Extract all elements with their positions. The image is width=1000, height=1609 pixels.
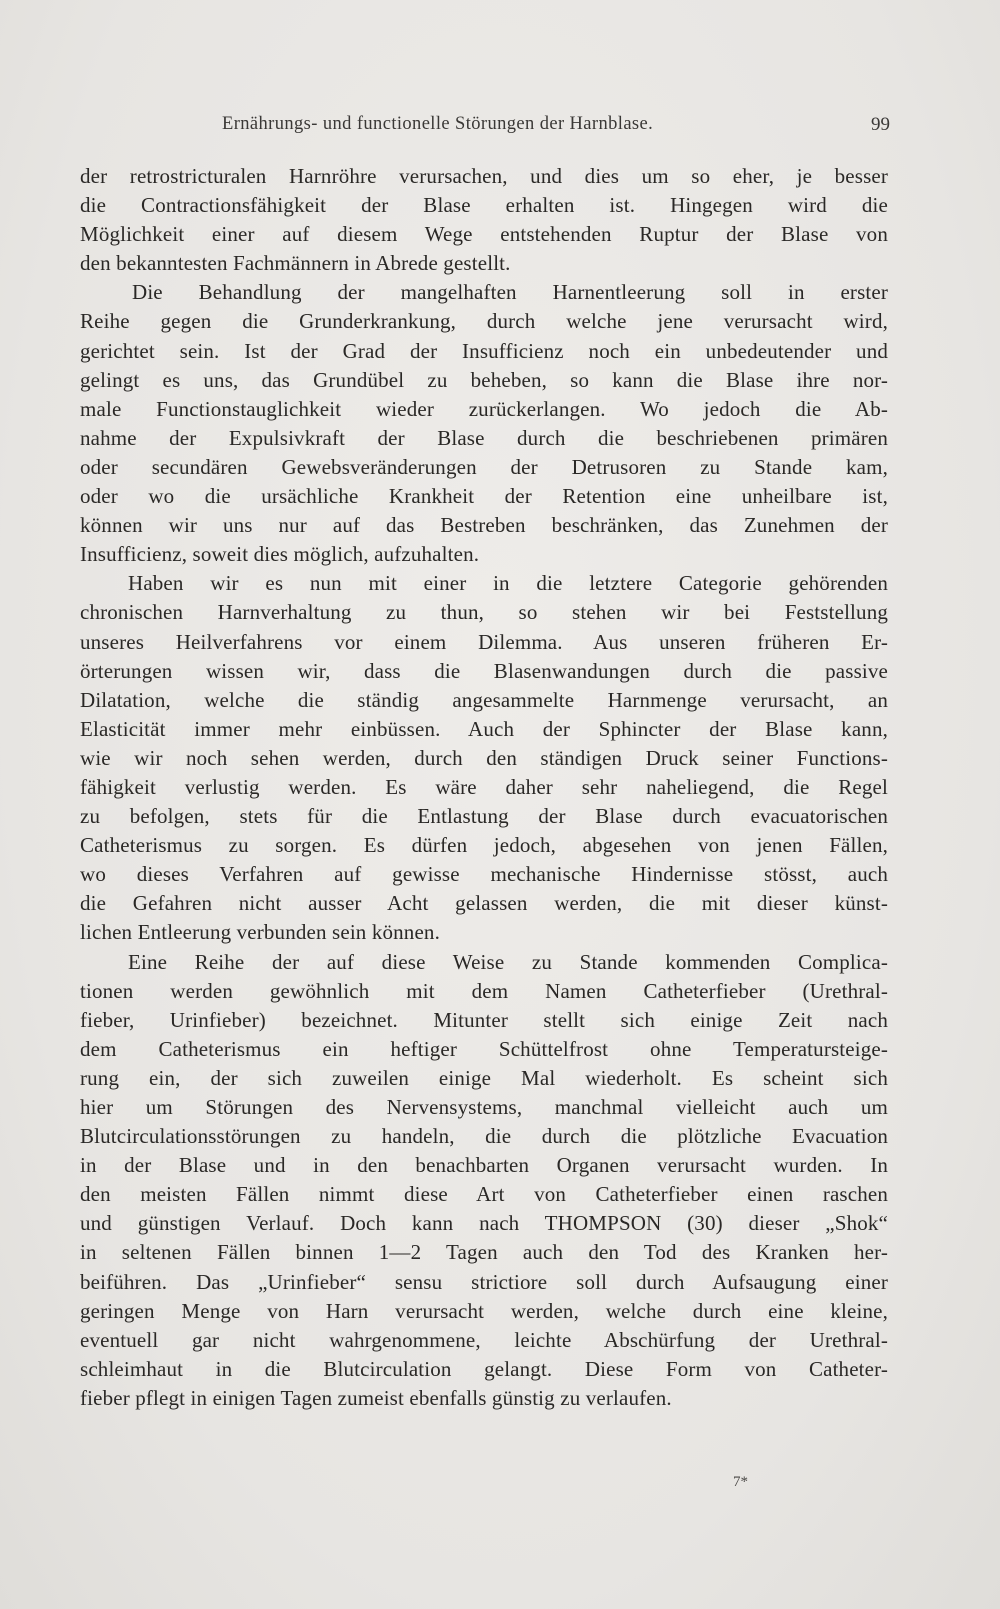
- body-text: [80, 162, 888, 1413]
- text-line: können wir uns nur auf das Bestreben beschränken, das Zunehmen der: [80, 513, 888, 538]
- text-line: und günstigen Verlauf. Doch kann nach THOMPSON (30) dieser „Shok“: [80, 1211, 888, 1236]
- paragraph-start-line: Die Behandlung der mangelhaften Harnentleerung soll in erster: [132, 280, 888, 305]
- text-line: lichen Entleerung verbunden sein können.: [80, 920, 440, 945]
- text-line: der retrostricturalen Harnröhre verursachen, und dies um so eher, je besser: [80, 164, 888, 188]
- text-line: gerichtet sein. Ist der Grad der Insufficienz noch ein unbedeutender und: [80, 338, 888, 363]
- text-line: oder wo die ursächliche Krankheit der Retention eine unheilbare ist,: [80, 484, 888, 509]
- text-line: hier um Störungen des Nervensystems, manchmal vielleicht auch um: [80, 1095, 888, 1119]
- text-line: tionen werden gewöhnlich mit dem Namen Catheterfieber (Urethral-: [80, 978, 888, 1003]
- text-line: wo dieses Verfahren auf gewisse mechanische Hindernisse stösst, auch: [80, 862, 888, 887]
- text-line: Catheterismus zu sorgen. Es dürfen jedoch, abgesehen von jenen Fällen,: [80, 833, 888, 858]
- text-line: eventuell gar nicht wahrgenommene, leichte Abschürfung der Urethral-: [80, 1327, 888, 1352]
- text-line: fähigkeit verlustig werden. Es wäre daher sehr naheliegend, die Regel: [80, 774, 888, 799]
- text-line: die Contractionsfähigkeit der Blase erhalten ist. Hingegen wird die: [80, 193, 888, 218]
- text-line: den bekanntesten Fachmännern in Abrede gestellt.: [80, 251, 511, 276]
- text-line: dem Catheterismus ein heftiger Schüttelfrost ohne Temperatursteige-: [80, 1036, 888, 1061]
- paragraph-start-line: Haben wir es nun mit einer in die letztere Categorie gehörenden: [128, 571, 888, 596]
- text-line: schleimhaut in die Blutcirculation gelangt. Diese Form von Catheter-: [80, 1356, 888, 1381]
- text-line: wie wir noch sehen werden, durch den ständigen Druck seiner Functions-: [80, 745, 888, 770]
- text-line: zu befolgen, stets für die Entlastung der Blase durch evacuatorischen: [80, 804, 888, 829]
- text-line: unseres Heilverfahrens vor einem Dilemma. Aus unseren früheren Er-: [80, 629, 888, 654]
- text-line: rung ein, der sich zuweilen einige Mal wiederholt. Es scheint sich: [80, 1065, 888, 1090]
- text-line: gelingt es uns, das Grundübel zu beheben, so kann die Blase ihre nor-: [80, 367, 888, 392]
- text-line: Reihe gegen die Grunderkrankung, durch welche jene verursacht wird,: [80, 309, 888, 334]
- text-line: in der Blase und in den benachbarten Organen verursacht wurden. In: [80, 1153, 888, 1178]
- text-line: den meisten Fällen nimmt diese Art von Catheterfieber einen raschen: [80, 1182, 888, 1207]
- running-title: Ernährungs- und functionelle Störungen der Harnblase.: [222, 114, 654, 134]
- text-line: in seltenen Fällen binnen 1—2 Tagen auch den Tod des Kranken her-: [80, 1240, 888, 1265]
- text-line: Möglichkeit einer auf diesem Wege entstehenden Ruptur der Blase von: [80, 222, 888, 247]
- page-number: 99: [871, 114, 890, 135]
- text-line: nahme der Expulsivkraft der Blase durch die beschriebenen primären: [80, 425, 888, 450]
- text-line: Dilatation, welche die ständig angesammelte Harnmenge verursacht, an: [80, 687, 888, 712]
- text-line: fieber pflegt in einigen Tagen zumeist ebenfalls günstig zu verlaufen.: [80, 1385, 672, 1410]
- text-line: Elasticität immer mehr einbüssen. Auch der Sphincter der Blase kann,: [80, 716, 888, 741]
- text-line: die Gefahren nicht ausser Acht gelassen werden, die mit dieser künst-: [80, 891, 888, 916]
- paragraph-start-line: Eine Reihe der auf diese Weise zu Stande kommenden Complica-: [128, 949, 888, 974]
- text-line: fieber, Urinfieber) bezeichnet. Mitunter stellt sich einige Zeit nach: [80, 1007, 888, 1032]
- text-line: beiführen. Das „Urinfieber“ sensu strictiore soll durch Aufsaugung einer: [80, 1269, 888, 1294]
- text-line: geringen Menge von Harn verursacht werden, welche durch eine kleine,: [80, 1298, 888, 1323]
- text-line: Blutcirculationsstörungen zu handeln, die durch die plötzliche Evacuation: [80, 1124, 888, 1149]
- text-line: male Functionstauglichkeit wieder zurückerlangen. Wo jedoch die Ab-: [80, 396, 888, 421]
- text-line: oder secundären Gewebsveränderungen der Detrusoren zu Stande kam,: [80, 454, 888, 479]
- text-line: Insufficienz, soweit dies möglich, aufzuhalten.: [80, 542, 480, 567]
- signature-mark: 7*: [733, 1474, 748, 1490]
- page-header: [80, 114, 890, 144]
- text-line: örterungen wissen wir, dass die Blasenwandungen durch die passive: [80, 658, 888, 683]
- text-line: chronischen Harnverhaltung zu thun, so stehen wir bei Feststellung: [80, 600, 888, 625]
